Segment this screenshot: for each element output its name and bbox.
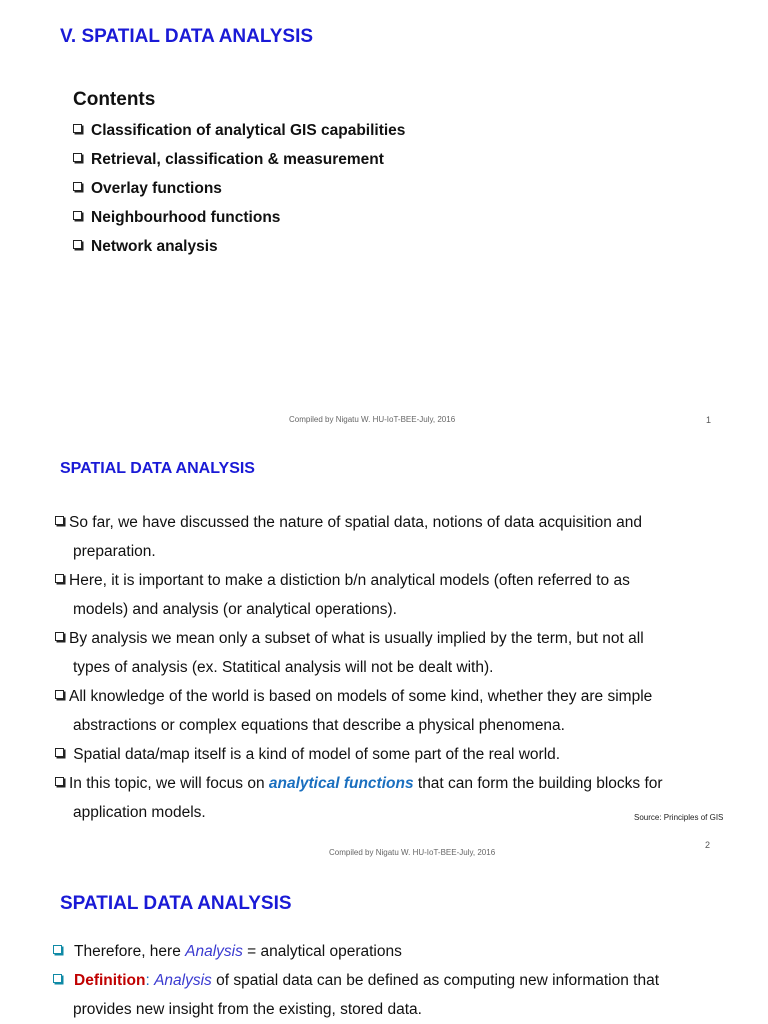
checkbox-bullet-icon [73,153,82,162]
slide-title: V. SPATIAL DATA ANALYSIS [60,26,314,47]
slide-title: SPATIAL DATA ANALYSIS [60,893,292,914]
checkbox-bullet-icon [55,690,64,699]
list-item: Network analysis [73,237,405,266]
contents-heading: Contents [73,89,156,110]
list-item: Therefore, here Analysis = analytical operations [53,937,659,966]
slide-footer: Compiled by Nigatu W. HU-IoT-BEE-July, 2016 [329,848,496,857]
checkbox-bullet-icon [55,516,64,525]
checkbox-bullet-icon [55,748,64,757]
source-note: Source: Principles of GIS [634,813,724,822]
list-item: By analysis we mean only a subset of what is usually implied by the term, but not all types of analysis (ex. Statitical analysis will not be dealt with). [55,624,663,682]
checkbox-bullet-icon [53,945,62,954]
checkbox-bullet-icon [73,211,82,220]
checkbox-bullet-icon [53,974,62,983]
list-item: Overlay functions [73,179,405,208]
list-item: Neighbourhood functions [73,208,405,237]
slide-footer: Compiled by Nigatu W. HU-IoT-BEE-July, 2016 [289,415,456,424]
page-number: 2 [705,840,711,850]
list-item: Here, it is important to make a distiction b/n analytical models (often referred to as models) and analysis (or analytical operations). [55,566,663,624]
list-item: Definition: Analysis of spatial data can be defined as computing new information that provides new insight from the existing, stored data. [53,966,659,1024]
list-item: Classification of analytical GIS capabilities [73,121,405,150]
list-item: Retrieval, classification & measurement [73,150,405,179]
checkbox-bullet-icon [73,182,82,191]
checkbox-bullet-icon [73,240,82,249]
definition-label: Definition [74,972,146,989]
term-analysis: Analysis [154,972,212,989]
page-number: 1 [706,415,712,425]
checkbox-bullet-icon [55,632,64,641]
slide-1 [0,0,768,434]
list-item: In this topic, we will focus on analytical functions that can form the building blocks for application models. [55,769,663,827]
term-analysis: Analysis [185,943,243,960]
checkbox-bullet-icon [55,574,64,583]
checkbox-bullet-icon [73,124,82,133]
contents-list [73,121,405,266]
bullet-list [53,937,659,1024]
checkbox-bullet-icon [55,777,64,786]
slide-3 [0,867,768,1024]
slide-title: SPATIAL DATA ANALYSIS [60,460,255,477]
bullet-list [55,508,663,827]
list-item: So far, we have discussed the nature of spatial data, notions of data acquisition and preparation. [55,508,663,566]
highlighted-term: analytical functions [268,775,414,792]
slide-2 [0,434,768,867]
list-item: Spatial data/map itself is a kind of model of some part of the real world. [55,740,663,769]
list-item: All knowledge of the world is based on models of some kind, whether they are simple abstractions or complex equations that describe a physical phenomena. [55,682,663,740]
